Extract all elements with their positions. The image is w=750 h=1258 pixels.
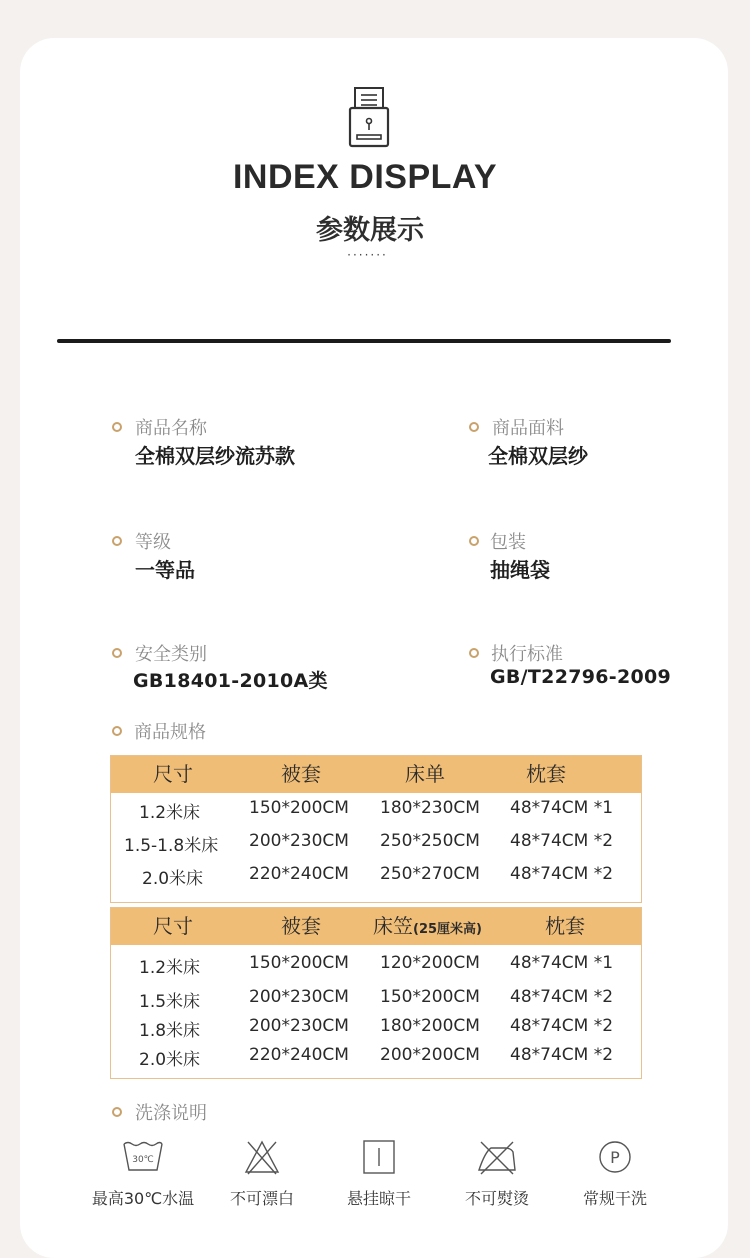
- table-cell: 48*74CM *2: [510, 1016, 614, 1036]
- header-fitted-sheet: [373, 908, 482, 948]
- table-cell: 220*240CM: [249, 864, 349, 884]
- table-cell: 220*240CM: [249, 1045, 349, 1065]
- page-title-en: INDEX DISPLAY: [232, 158, 498, 196]
- table-cell: 48*74CM *2: [510, 831, 614, 851]
- param-value: 抽绳袋: [490, 558, 550, 582]
- param-value: 全棉双层纱: [488, 444, 588, 468]
- title-dots: ·······: [347, 248, 388, 262]
- param-label: 执行标准: [491, 644, 563, 665]
- dry-clean-badge: P: [610, 1148, 620, 1167]
- header-fitted-sheet-note: (25厘米高): [413, 922, 482, 937]
- table-cell: 2.0米床: [142, 869, 204, 889]
- table-cell: 250*270CM: [380, 864, 480, 884]
- header-size: 尺寸: [153, 914, 193, 938]
- page-title-cn: 参数展示: [316, 215, 424, 246]
- wash-item-no-bleach: [202, 1138, 322, 1209]
- param-value: GB18401-2010A类: [133, 670, 328, 692]
- wash-label: 最高30℃水温: [91, 1189, 195, 1208]
- wash-label: 悬挂晾干: [346, 1189, 411, 1208]
- table-cell: 150*200CM: [380, 987, 480, 1007]
- bullet-icon: [469, 648, 479, 658]
- table-cell: 200*200CM: [380, 1045, 480, 1065]
- param-label: 安全类别: [135, 644, 207, 665]
- wash-30c-icon: [120, 1138, 166, 1176]
- param-value: 一等品: [135, 558, 195, 582]
- bullet-icon: [112, 726, 122, 736]
- header-pillowcase: 枕套: [545, 914, 585, 938]
- table-cell: 150*200CM: [249, 953, 349, 973]
- wash-item-30c: [83, 1138, 203, 1209]
- bullet-icon: [112, 648, 122, 658]
- document-index-icon: [348, 86, 390, 150]
- bullet-icon: [112, 422, 122, 432]
- table-cell: 48*74CM *2: [510, 987, 614, 1007]
- table-cell: 1.2米床: [139, 803, 201, 823]
- table-cell: 200*230CM: [249, 987, 349, 1007]
- table-cell: 200*230CM: [249, 831, 349, 851]
- table-header: [111, 908, 641, 945]
- table-cell: 1.5-1.8米床: [124, 836, 219, 856]
- table-cell: 250*250CM: [380, 831, 480, 851]
- table-cell: 200*230CM: [249, 1016, 349, 1036]
- wash-label: 常规干洗: [582, 1189, 647, 1208]
- table-cell: 180*200CM: [380, 1016, 480, 1036]
- table-cell: 48*74CM *2: [510, 1045, 614, 1065]
- param-label: 包装: [490, 532, 526, 553]
- table-cell: 1.2米床: [139, 958, 201, 978]
- table-cell: 48*74CM *1: [510, 798, 614, 818]
- param-value: 全棉双层纱流苏款: [135, 444, 295, 468]
- wash-label: 不可熨烫: [464, 1189, 529, 1208]
- wash-item-hang-dry: [319, 1138, 439, 1209]
- table-cell: 48*74CM *2: [510, 864, 614, 884]
- no-bleach-icon: [242, 1138, 282, 1176]
- wash-30c-badge: 30℃: [132, 1155, 154, 1165]
- table-cell: 180*230CM: [380, 798, 480, 818]
- param-label: 商品规格: [134, 722, 206, 743]
- header-sheet: 床单: [405, 762, 445, 786]
- bullet-icon: [469, 422, 479, 432]
- param-label: 洗涤说明: [135, 1103, 207, 1124]
- bullet-icon: [469, 536, 479, 546]
- header-duvet: 被套: [281, 762, 321, 786]
- table-cell: 48*74CM *1: [510, 953, 614, 973]
- table-cell: 1.5米床: [139, 992, 201, 1012]
- header-pillowcase: 枕套: [526, 762, 566, 786]
- param-label: 等级: [135, 532, 171, 553]
- param-value: GB/T22796-2009: [490, 666, 672, 688]
- table-cell: 150*200CM: [249, 798, 349, 818]
- table-cell: 120*200CM: [380, 953, 480, 973]
- hang-dry-icon: [362, 1138, 396, 1176]
- wash-item-no-iron: [437, 1138, 557, 1209]
- bullet-icon: [112, 1107, 122, 1117]
- divider-rule: [57, 339, 671, 343]
- size-table-2: [110, 907, 642, 1079]
- dry-clean-icon: [596, 1138, 634, 1176]
- wash-label: 不可漂白: [229, 1189, 294, 1208]
- param-label: 商品面料: [492, 418, 564, 439]
- header-size: 尺寸: [153, 762, 193, 786]
- size-table-1: [110, 755, 642, 903]
- no-iron-icon: [475, 1138, 519, 1176]
- bullet-icon: [112, 536, 122, 546]
- header-fitted-sheet-label: 床笠: [373, 914, 413, 938]
- table-cell: 1.8米床: [139, 1021, 201, 1041]
- header-duvet: 被套: [281, 914, 321, 938]
- table-cell: 2.0米床: [139, 1050, 201, 1070]
- wash-item-dry-clean: [555, 1138, 675, 1209]
- table-header: [111, 756, 641, 793]
- param-label: 商品名称: [135, 418, 207, 439]
